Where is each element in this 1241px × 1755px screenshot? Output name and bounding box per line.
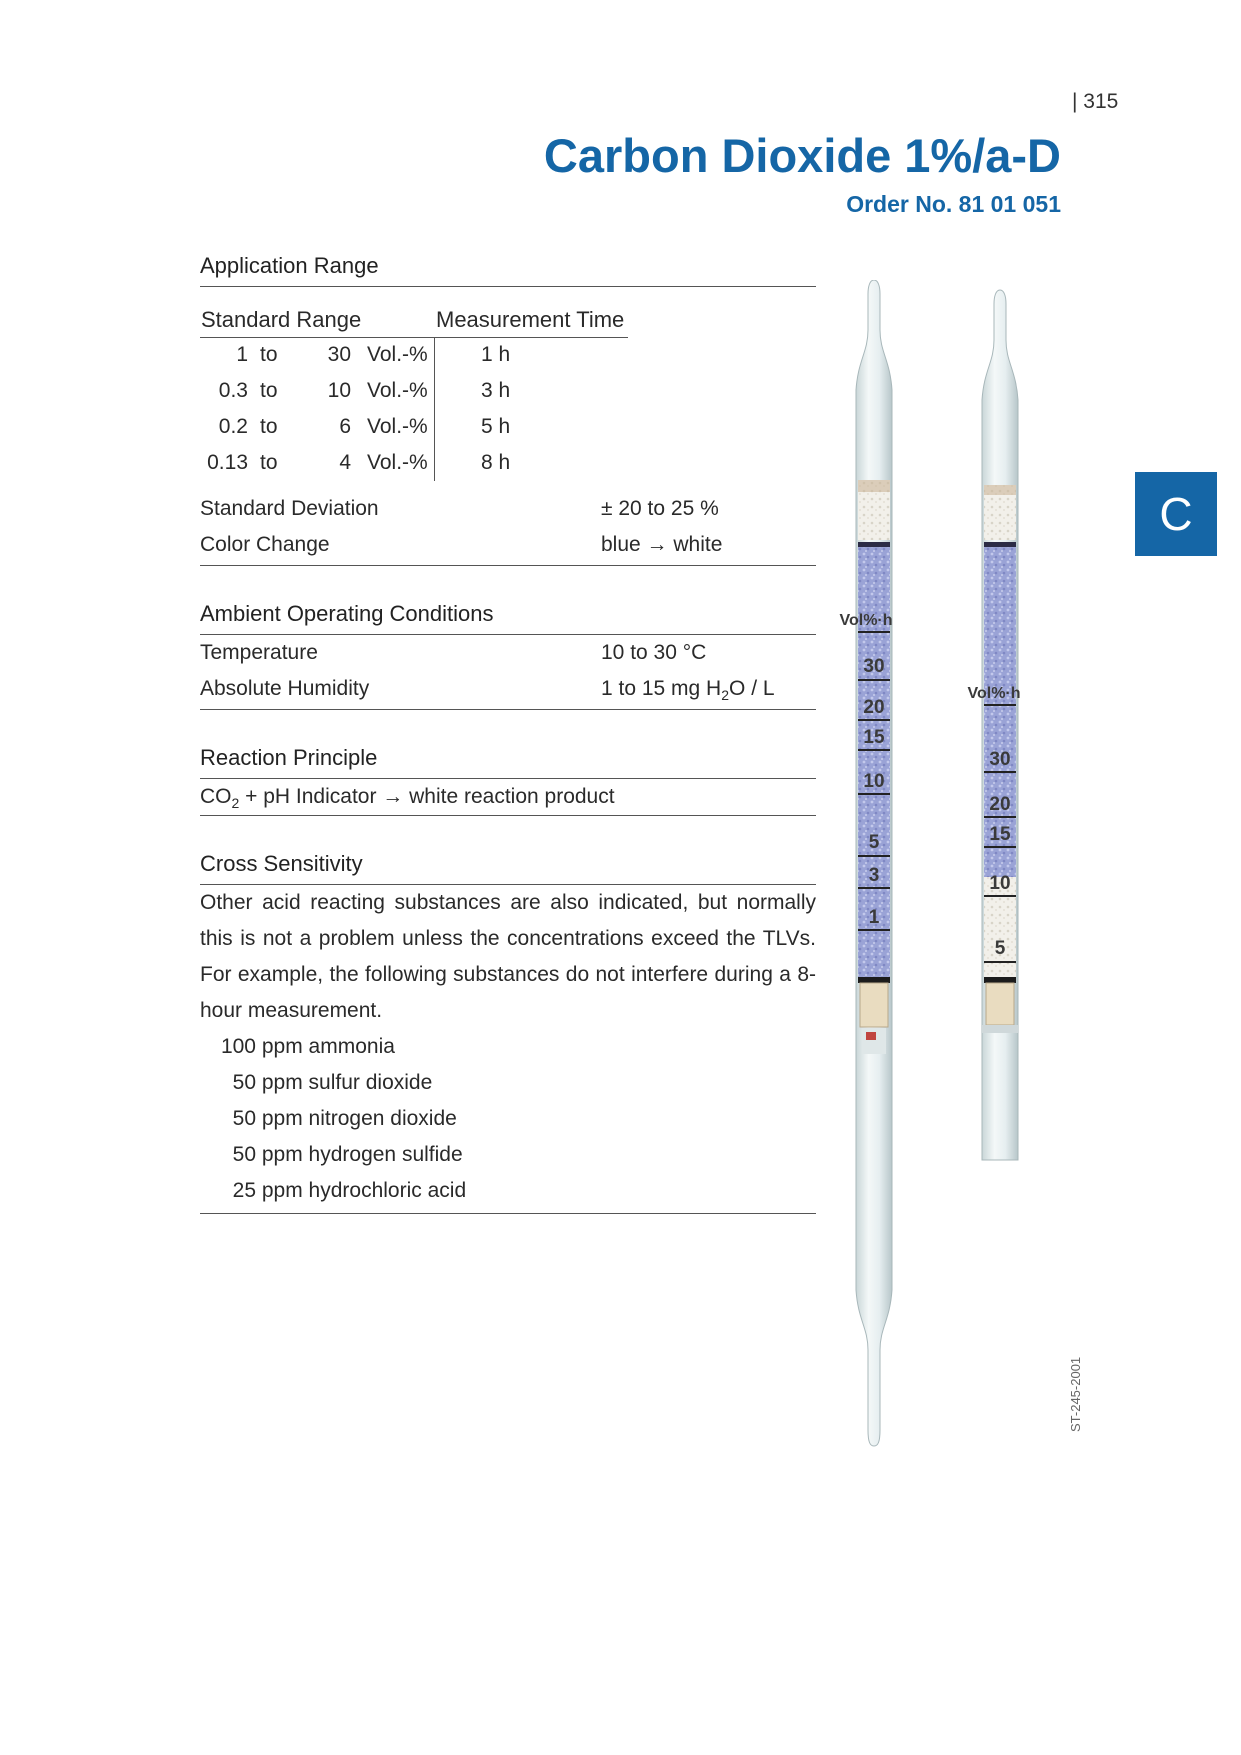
measurement-time: 1 h — [481, 343, 511, 366]
standard-deviation-value: ± 20 to 25 % — [601, 497, 719, 520]
detector-tubes-illustration — [830, 280, 1070, 1450]
measurement-time: 5 h — [481, 415, 511, 438]
range-from: 0.13 — [207, 451, 248, 474]
table-row — [200, 445, 816, 481]
ambient-heading: Ambient Operating Conditions — [200, 596, 816, 635]
humidity-value: 1 to 15 mg $H_2O$ / L — [601, 677, 775, 704]
range-from: 0.3 — [218, 379, 248, 402]
list-item: 50 ppm nitrogen dioxide — [232, 1107, 457, 1130]
ambient-block — [200, 635, 816, 710]
range-from: 1 — [236, 343, 248, 366]
tube-scale-mark: 30 — [989, 749, 1011, 770]
table-row — [200, 337, 816, 373]
tube-scale-header: Vol%·h — [967, 685, 1021, 702]
list-item: 50 ppm sulfur dioxide — [232, 1071, 433, 1094]
range-to: to — [260, 415, 278, 438]
tube-scale-mark: 5 — [868, 832, 880, 853]
standard-deviation-row — [200, 491, 816, 527]
reaction-heading: Reaction Principle — [200, 740, 816, 779]
tube-scale-mark: 30 — [863, 656, 885, 677]
section-tab[interactable]: C — [1135, 472, 1217, 556]
cross-sensitivity-block — [200, 885, 816, 1214]
range-table — [200, 303, 816, 481]
humidity-label: Absolute Humidity — [200, 677, 370, 700]
tube-scale-header: Vol%·h — [839, 612, 893, 629]
table-row — [200, 373, 816, 409]
page-number: | 315 — [1072, 90, 1119, 113]
standard-range-header: Standard Range — [200, 303, 419, 338]
tube-scale-mark: 1 — [868, 907, 880, 928]
range-value: 30 — [327, 343, 351, 366]
list-item: 50 ppm hydrogen sulfide — [232, 1143, 463, 1166]
tube-scale-mark: 10 — [863, 771, 885, 792]
range-from: 0.2 — [218, 415, 248, 438]
range-unit: Vol.-% — [367, 415, 428, 438]
tube-scale-mark: 5 — [994, 938, 1006, 959]
temperature-row — [200, 635, 816, 671]
range-value: 4 — [339, 451, 351, 474]
tube-scale-mark: 15 — [989, 824, 1011, 845]
range-unit: Vol.-% — [367, 379, 428, 402]
tube-scale-mark: 20 — [863, 697, 885, 718]
color-change-label: Color Change — [200, 533, 330, 556]
range-value: 6 — [339, 415, 351, 438]
side-code: ST-245-2001 — [1068, 1356, 1083, 1432]
range-to: to — [260, 343, 278, 366]
measurement-time: 8 h — [481, 451, 511, 474]
measurement-time: 3 h — [481, 379, 511, 402]
color-change-row — [200, 527, 816, 563]
deviation-block — [200, 481, 816, 566]
range-to: to — [260, 451, 278, 474]
temperature-label: Temperature — [200, 641, 318, 664]
tube-scale-mark: 15 — [863, 727, 885, 748]
color-change-value: blue → white — [601, 533, 723, 556]
standard-deviation-label: Standard Deviation — [200, 497, 379, 520]
range-value: 10 — [327, 379, 351, 402]
range-table-body — [200, 337, 816, 481]
datasheet-content — [200, 248, 816, 1214]
humidity-row — [200, 671, 816, 707]
temperature-value: 10 to 30 °C — [601, 641, 707, 664]
short-detector-tube — [967, 290, 1020, 1160]
long-detector-tube — [839, 280, 892, 1446]
list-item: 100 ppm ammonia — [220, 1035, 395, 1058]
range-table-header — [200, 303, 816, 337]
range-to: to — [260, 379, 278, 402]
range-unit: Vol.-% — [367, 343, 428, 366]
tube-scale-mark: 10 — [989, 873, 1011, 894]
tube-scale-mark: 3 — [868, 865, 880, 886]
order-number: Order No. 81 01 051 — [846, 191, 1061, 217]
measurement-time-header: Measurement Time — [419, 303, 628, 338]
cross-sensitivity-paragraph: Other acid reacting substances are also indicated, but normally this is not a problem unless the concentrations exceed the TLVs. For example, the following substances do not interfere during a 8-hour measurement. — [200, 891, 816, 1022]
tube-scale-mark: 20 — [989, 794, 1011, 815]
reaction-principle-text: $CO_2$ + pH Indicator → white reaction product — [200, 779, 816, 816]
table-row — [200, 409, 816, 445]
application-range-heading: Application Range — [200, 248, 816, 287]
range-unit: Vol.-% — [367, 451, 428, 474]
cross-sensitivity-heading: Cross Sensitivity — [200, 846, 816, 885]
page-title: Carbon Dioxide 1%/a-D — [543, 129, 1061, 182]
list-item: 25 ppm hydrochloric acid — [232, 1179, 467, 1202]
